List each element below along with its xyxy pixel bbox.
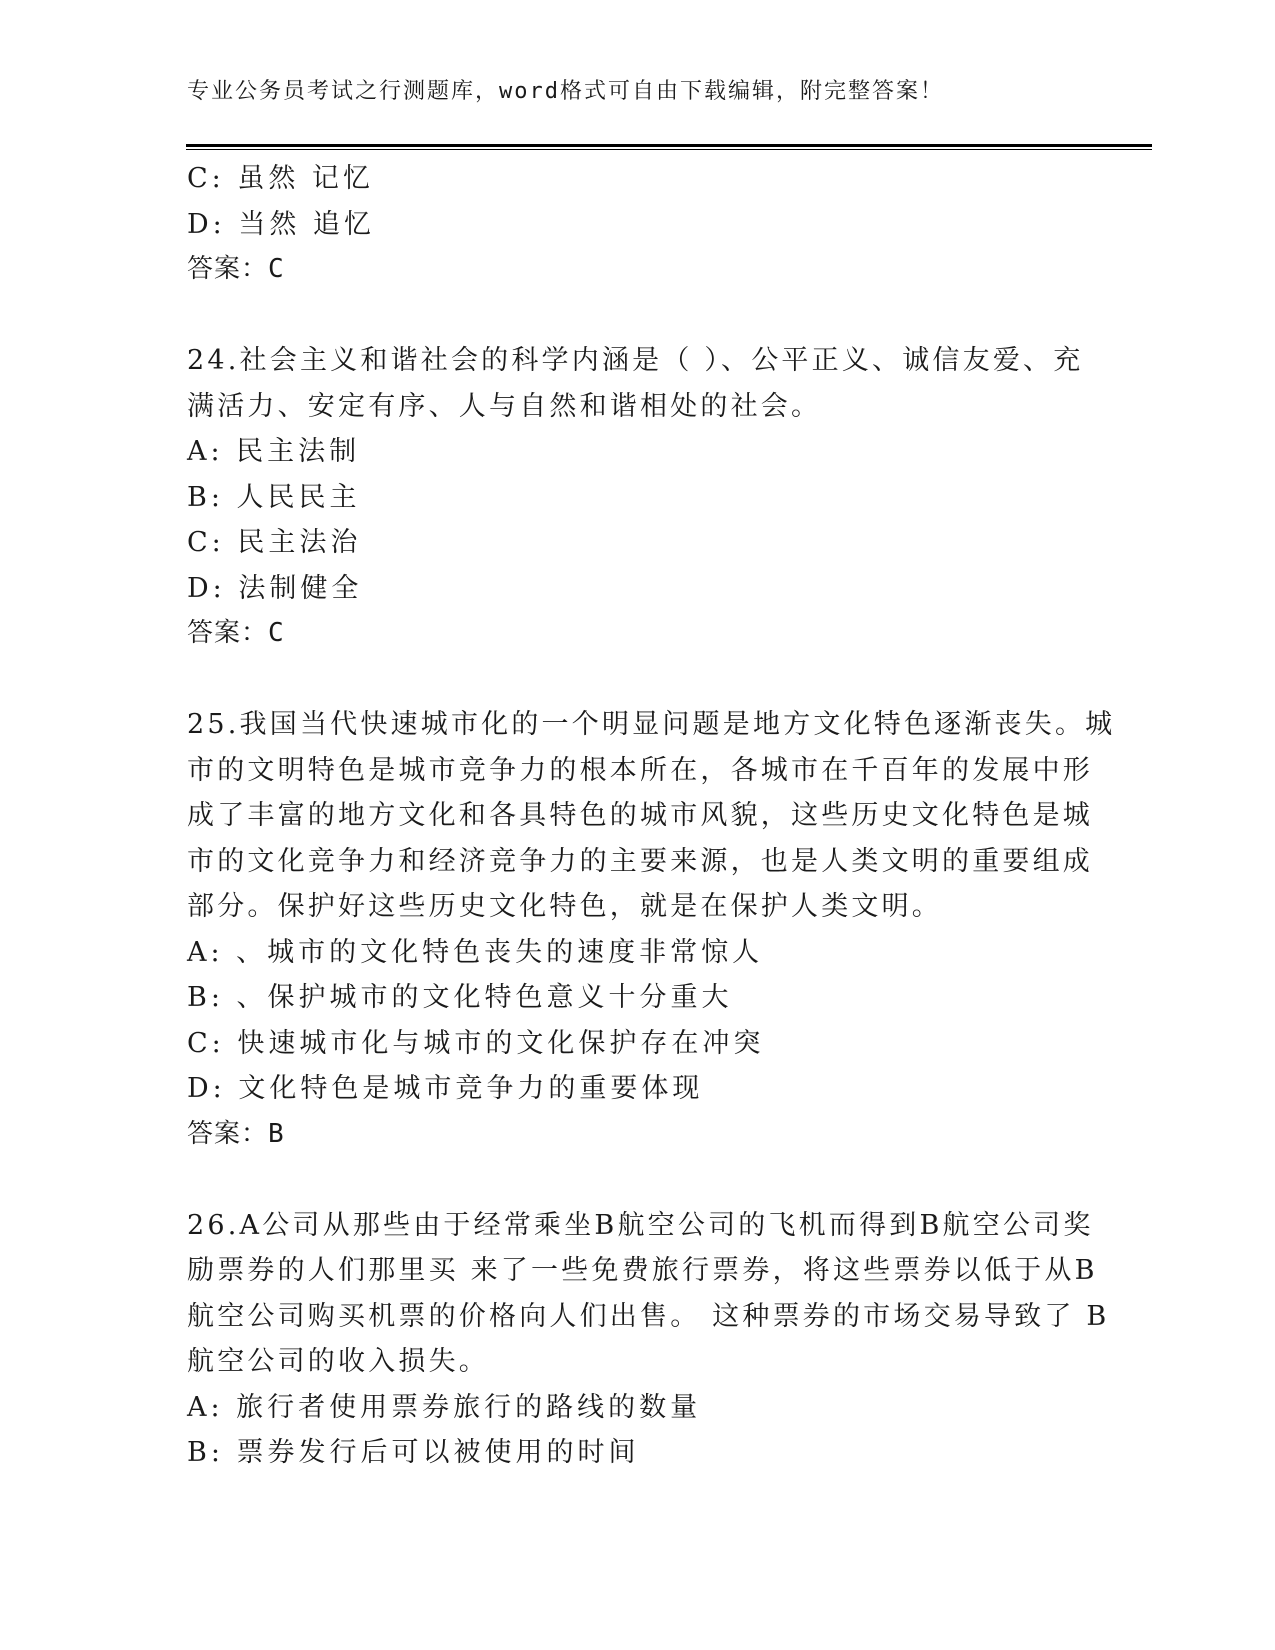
answer-line	[187, 247, 1087, 293]
question-26-line-2: 励票券的人们那里买 来了一些免费旅行票券，将这些票券以低于从B	[187, 1255, 1098, 1286]
question-26-option-b: B: 票券发行后可以被使用的时间	[187, 1437, 640, 1468]
question-25-option-c: C: 快速城市化与城市的文化保护存在冲突	[187, 1027, 765, 1059]
answer-value: C	[268, 618, 285, 648]
answer-label: 答案：	[187, 254, 269, 284]
question-24-answer	[187, 611, 1087, 657]
question-26-line-4: 航空公司的收入损失。	[187, 1346, 489, 1377]
answer-value: B	[268, 1118, 285, 1149]
option-d: D: 当然 追忆	[187, 208, 375, 240]
page-header: 专业公务员考试之行测题库，word格式可自由下载编辑，附完整答案！	[187, 79, 944, 104]
question-24-line-2: 满活力、安定有序、人与自然和谐相处的社会。	[187, 390, 822, 422]
answer-label: 答案：	[187, 618, 269, 648]
question-25-line-4: 市的文化竞争力和经济竞争力的主要来源，也是人类文明的重要组成	[187, 845, 1093, 877]
question-24-line-1: 24.社会主义和谐社会的科学内涵是（ ）、公平正义、诚信友爱、充	[187, 345, 1084, 376]
answer-label: 答案：	[187, 1118, 269, 1149]
spacer	[187, 293, 1087, 339]
question-25-option-b: B: 、保护城市的文化特色意义十分重大	[187, 982, 733, 1013]
header-rule-thick	[186, 144, 1152, 147]
question-25-line-1: 25.我国当代快速城市化的一个明显问题是地方文化特色逐渐丧失。城	[187, 709, 1116, 740]
option-c: C: 虽然 记忆	[187, 163, 374, 194]
question-25-option-d: D: 文化特色是城市竞争力的重要体现	[187, 1073, 704, 1104]
header-rule-thin	[186, 149, 1152, 150]
question-26-line-3: 航空公司购买机票的价格向人们出售。 这种票券的市场交易导致了 B	[187, 1300, 1110, 1332]
question-24-option-b: B: 人民民主	[187, 481, 361, 513]
question-25-answer	[187, 1112, 1087, 1158]
question-25-option-a: A: 、城市的文化特色丧失的速度非常惊人	[187, 936, 764, 968]
spacer	[187, 1157, 1087, 1203]
question-24-option-c: C: 民主法治	[187, 527, 362, 558]
question-24-option-d: D: 法制健全	[187, 572, 363, 604]
document-body	[187, 156, 1116, 1476]
answer-value: C	[268, 254, 285, 284]
question-24-option-a: A: 民主法制	[187, 436, 361, 467]
question-25-line-2: 市的文明特色是城市竞争力的根本所在，各城市在千百年的发展中形	[187, 754, 1093, 786]
spacer	[187, 657, 1087, 703]
question-25-line-3: 成了丰富的地方文化和各具特色的城市风貌，这些历史文化特色是城	[187, 800, 1093, 831]
question-26-option-a: A: 旅行者使用票券旅行的路线的数量	[187, 1391, 702, 1423]
question-26-line-1: 26.A公司从那些由于经常乘坐B航空公司的飞机而得到B航空公司奖	[187, 1209, 1094, 1241]
question-25-line-5: 部分。保护好这些历史文化特色，就是在保护人类文明。	[187, 891, 942, 922]
